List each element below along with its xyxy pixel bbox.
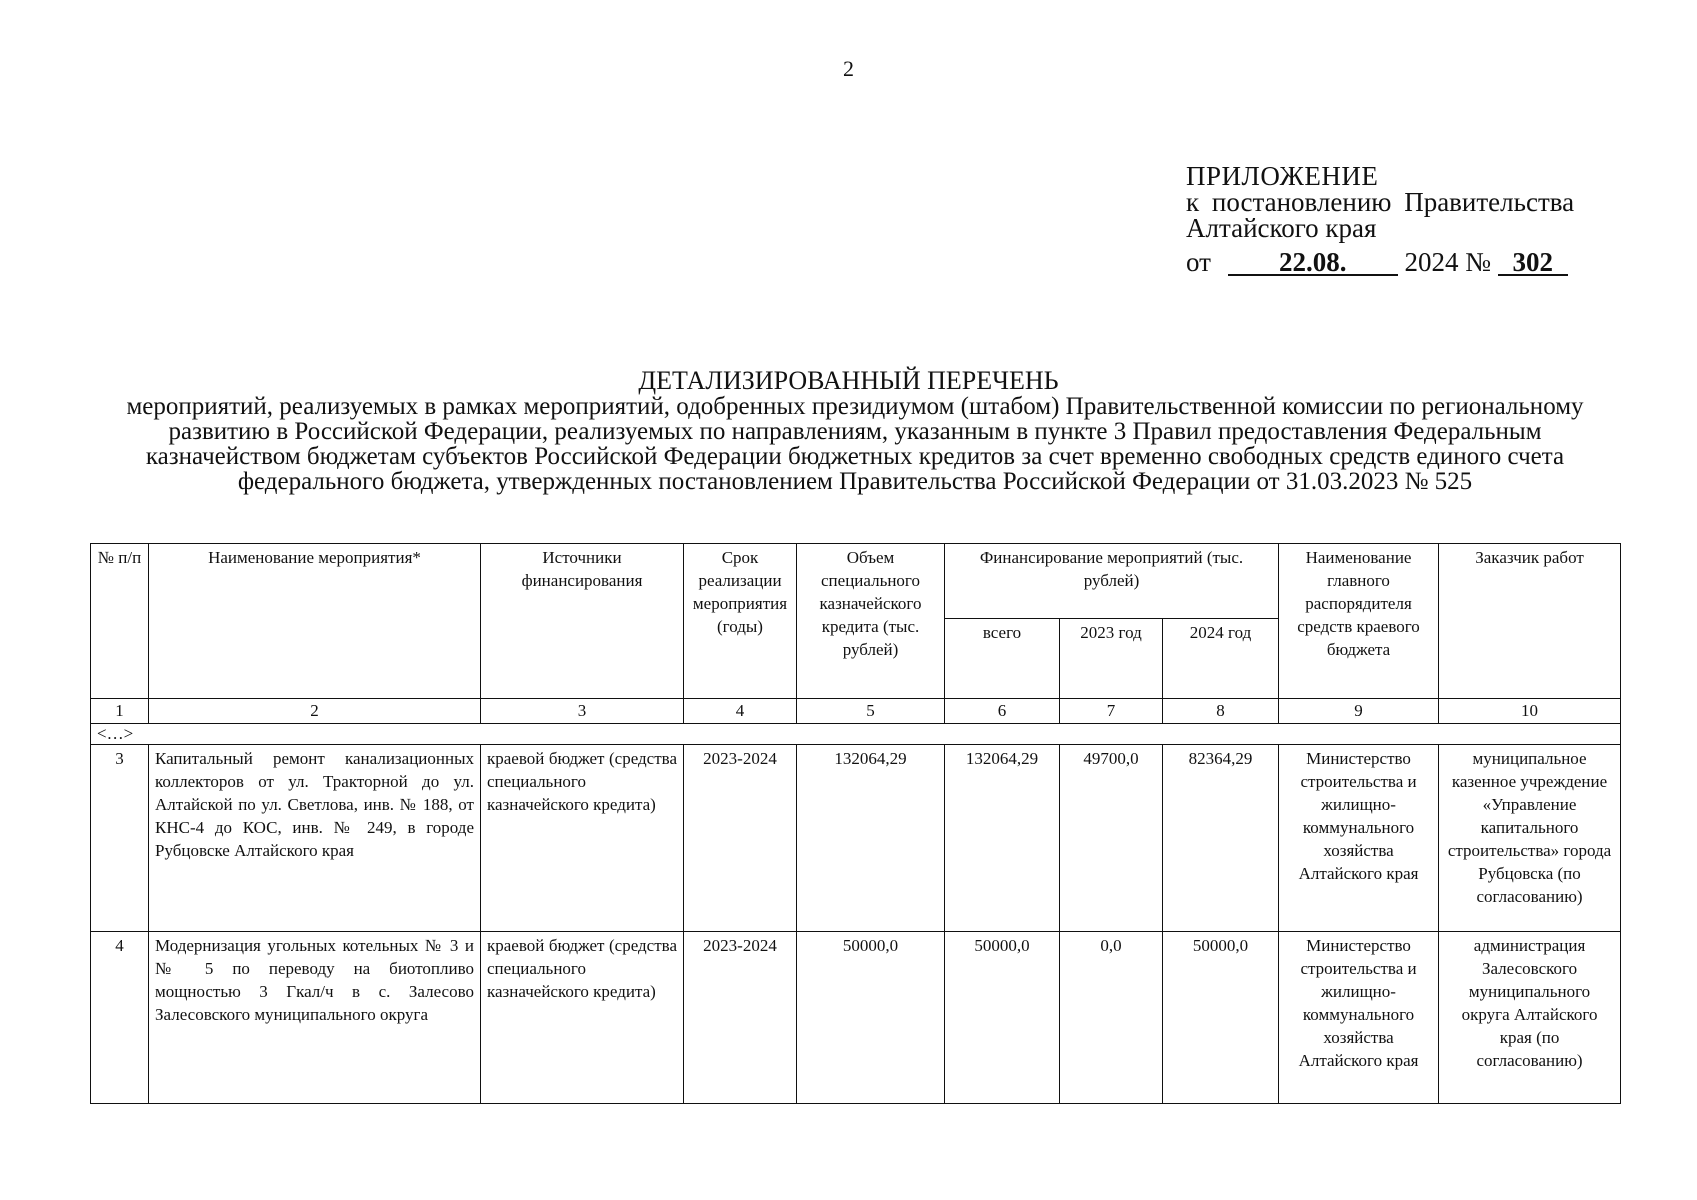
header-2024: 2024 год — [1163, 619, 1279, 699]
appendix-title: ПРИЛОЖЕНИЕ — [1186, 161, 1379, 191]
document-subtitle: мероприятий, реализуемых в рамках мероприятий, одобренных президиумом (штабом) Правительственной комиссии по региональному развитию в Российской Федерации, реализуемых по направлениям, указанным в пункте 3 Правил предоставления Федеральным казначейством бюджетам субъектов Российской Федерации бюджетных кредитов за счет временно свободных средств единого счета федерального бюджета, утвержденных постановлением Правительства Российской Федерации от 31.03.2023 № 525 — [126, 393, 1584, 495]
row-2023: 49700,0 — [1060, 745, 1163, 932]
column-number: 3 — [481, 699, 684, 724]
row-source: краевой бюджет (средства специального казначейского кредита) — [481, 932, 684, 1104]
decree-number: 302 — [1498, 250, 1568, 276]
column-number: 4 — [684, 699, 797, 724]
column-number-row — [91, 699, 1621, 724]
appendix-decree-line: к постановлению Правительства — [1186, 187, 1575, 217]
row-term: 2023-2024 — [684, 745, 797, 932]
document-title: ДЕТАЛИЗИРОВАННЫЙ ПЕРЕЧЕНЬ — [638, 366, 1059, 395]
row-credit: 50000,0 — [797, 932, 945, 1104]
row-credit: 132064,29 — [797, 745, 945, 932]
column-number: 8 — [1163, 699, 1279, 724]
appendix-block — [1186, 163, 1574, 276]
ellipsis-marker: <…> — [91, 724, 1621, 745]
column-number: 6 — [945, 699, 1060, 724]
ellipsis-row — [91, 724, 1621, 745]
row-2023: 0,0 — [1060, 932, 1163, 1104]
page-number: 2 — [843, 56, 854, 81]
column-number: 1 — [91, 699, 149, 724]
date-prefix: от — [1186, 247, 1211, 277]
header-credit: Объем специального казначейского кредита (тыс. рублей) — [797, 544, 945, 699]
table-row — [91, 932, 1621, 1104]
row-name: Капитальный ремонт канализационных коллекторов от ул. Тракторной до ул. Алтайской по ул. Светлова, инв. № 188, от КНС-4 до КОС, инв. № 249, в городе Рубцовске Алтайского края — [149, 745, 481, 932]
row-num: 4 — [91, 932, 149, 1104]
column-number: 5 — [797, 699, 945, 724]
row-manager: Министерство строительства и жилищно-коммунального хозяйства Алтайского края — [1279, 932, 1439, 1104]
row-2024: 82364,29 — [1163, 745, 1279, 932]
header-manager: Наименование главного распорядителя средств краевого бюджета — [1279, 544, 1439, 699]
appendix-region-line: Алтайского края — [1186, 213, 1377, 243]
header-total: всего — [945, 619, 1060, 699]
row-num: 3 — [91, 745, 149, 932]
row-term: 2023-2024 — [684, 932, 797, 1104]
row-total: 50000,0 — [945, 932, 1060, 1104]
appendix-date-line — [1186, 249, 1574, 276]
header-row-1 — [91, 544, 1621, 619]
column-number: 10 — [1439, 699, 1621, 724]
measures-table — [90, 543, 1621, 1104]
date-day: 22.08. — [1228, 250, 1398, 276]
row-source: краевой бюджет (средства специального казначейского кредита) — [481, 745, 684, 932]
column-number: 9 — [1279, 699, 1439, 724]
header-num: № п/п — [91, 544, 149, 699]
header-name: Наименование мероприятия* — [149, 544, 481, 699]
row-2024: 50000,0 — [1163, 932, 1279, 1104]
date-year: 2024 № — [1404, 247, 1491, 277]
header-customer: Заказчик работ — [1439, 544, 1621, 699]
header-financing: Финансирование мероприятий (тыс. рублей) — [945, 544, 1279, 619]
row-total: 132064,29 — [945, 745, 1060, 932]
header-term: Срок реализации мероприятия (годы) — [684, 544, 797, 699]
row-name: Модернизация угольных котельных № 3 и № 5 по переводу на биотопливо мощностью 3 Гкал/ч в с. Залесово Залесовского муниципального округа — [149, 932, 481, 1104]
table-row — [91, 745, 1621, 932]
header-2023: 2023 год — [1060, 619, 1163, 699]
column-number: 7 — [1060, 699, 1163, 724]
row-customer: администрация Залесовского муниципального округа Алтайского края (по согласованию) — [1439, 932, 1621, 1104]
row-manager: Министерство строительства и жилищно-коммунального хозяйства Алтайского края — [1279, 745, 1439, 932]
header-sources: Источники финансирования — [481, 544, 684, 699]
column-number: 2 — [149, 699, 481, 724]
row-customer: муниципальное казенное учреждение «Управление капитального строительства» города Рубцовска (по согласованию) — [1439, 745, 1621, 932]
